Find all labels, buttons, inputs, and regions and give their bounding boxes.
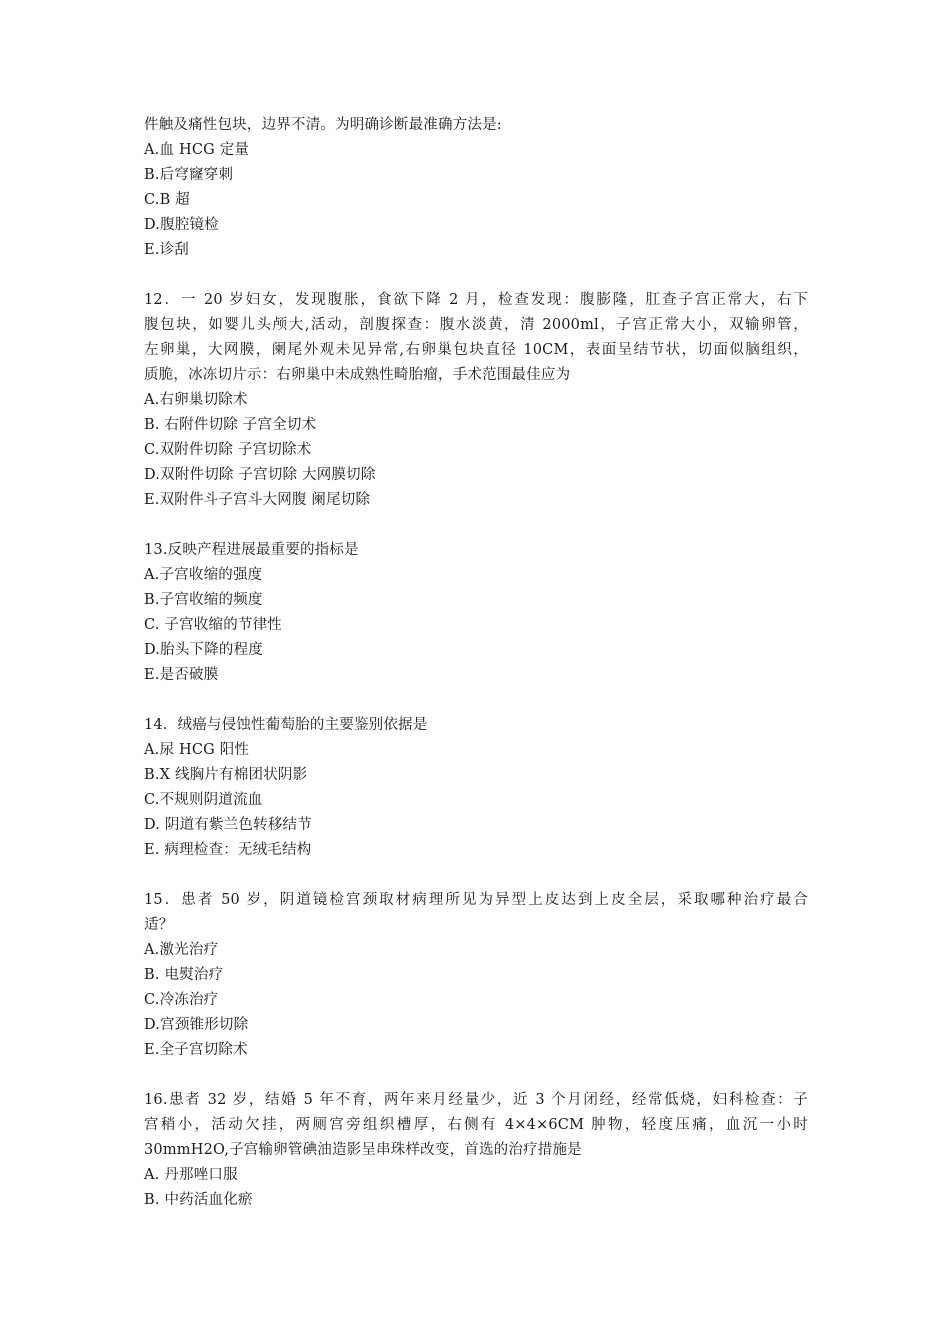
question-stem-line: 12．一 20 岁妇女，发现腹胀，食欲下降 2 月，检查发现：腹膨隆，肛查子宫正常大，右下 <box>144 292 808 308</box>
option-c: C.B 超 <box>144 192 190 208</box>
option-e: E.是否破膜 <box>144 667 219 683</box>
question-block <box>144 1088 808 1213</box>
option-b: B.后穹窿穿刺 <box>144 167 234 183</box>
option-b: B.X 线胸片有棉团状阴影 <box>144 767 308 783</box>
question-stem-line: 30mmH2O,子宫输卵管碘油造影呈串珠样改变，首选的治疗措施是 <box>144 1142 582 1158</box>
option-d: D. 阴道有紫兰色转移结节 <box>144 817 312 833</box>
question-stem-line: 宫稍小，活动欠挂，两厕宫旁组织槽厚，右侧有 4×4×6CM 肿物，轻度压痛，血沉一小时 <box>144 1117 808 1133</box>
document-page <box>144 113 808 1238</box>
option-a: A.尿 HCG 阳性 <box>144 742 250 758</box>
option-d: D.双附件切除 子宫切除 大网膜切除 <box>144 467 376 483</box>
question-stem-line: 14．绒癌与侵蚀性葡萄胎的主要鉴别依据是 <box>144 717 428 733</box>
question-stem-line: 16.患者 32 岁，结婚 5 年不育，两年来月经量少，近 3 个月闭经，经常低烧，妇科检查：子 <box>144 1092 808 1108</box>
option-e: E.全子宫切除术 <box>144 1042 248 1058</box>
question-block <box>144 113 808 263</box>
question-stem-line: 件触及痛性包块，边界不清。为明确诊断最准确方法是: <box>144 117 502 133</box>
option-d: D.胎头下降的程度 <box>144 642 264 658</box>
option-a: A.右卵巢切除术 <box>144 392 248 408</box>
option-c: C.冷冻治疗 <box>144 992 219 1008</box>
option-c: C.双附件切除 子宫切除术 <box>144 442 312 458</box>
option-b: B. 中药活血化瘀 <box>144 1192 253 1208</box>
question-stem-line: 13.反映产程进展最重要的指标是 <box>144 542 359 558</box>
option-a: A.血 HCG 定量 <box>144 142 250 158</box>
question-stem-line: 腹包块，如婴儿头颅大,活动，剖腹探查：腹水淡黄，清 2000ml，子宫正常大小，双输卵管， <box>144 317 808 333</box>
option-e: E. 病理检查：无绒毛结构 <box>144 842 312 858</box>
option-d: D.宫颈锥形切除 <box>144 1017 249 1033</box>
option-c: C. 子宫收缩的节律性 <box>144 617 282 633</box>
option-b: B.子宫收缩的频度 <box>144 592 263 608</box>
option-a: A.子宫收缩的强度 <box>144 567 263 583</box>
option-e: E.诊刮 <box>144 242 189 258</box>
question-stem-line: 适？ <box>144 917 174 933</box>
question-block <box>144 288 808 513</box>
option-a: A. 丹那唑口服 <box>144 1167 238 1183</box>
option-e: E.双附件斗子宫斗大网腹 阑尾切除 <box>144 492 371 508</box>
option-a: A.激光治疗 <box>144 942 219 958</box>
question-block <box>144 713 808 863</box>
question-stem-line: 质脆，冰冻切片示：右卵巢中未成熟性畸胎瘤，手术范围最佳应为 <box>144 367 571 383</box>
question-stem-line: 15．患者 50 岁，阴道镜检宫颈取材病理所见为异型上皮达到上皮全层，采取哪种治疗最合 <box>144 892 808 908</box>
option-b: B. 电熨治疗 <box>144 967 224 983</box>
question-stem-line: 左卵巢，大网膜，阑尾外观未见异常,右卵巢包块直径 10CM，表面呈结节状，切面似脑组织， <box>144 342 808 358</box>
option-b: B. 右附件切除 子宫全切术 <box>144 417 317 433</box>
question-block <box>144 888 808 1063</box>
question-block <box>144 538 808 688</box>
option-c: C.不规则阴道流血 <box>144 792 263 808</box>
option-d: D.腹腔镜检 <box>144 217 219 233</box>
